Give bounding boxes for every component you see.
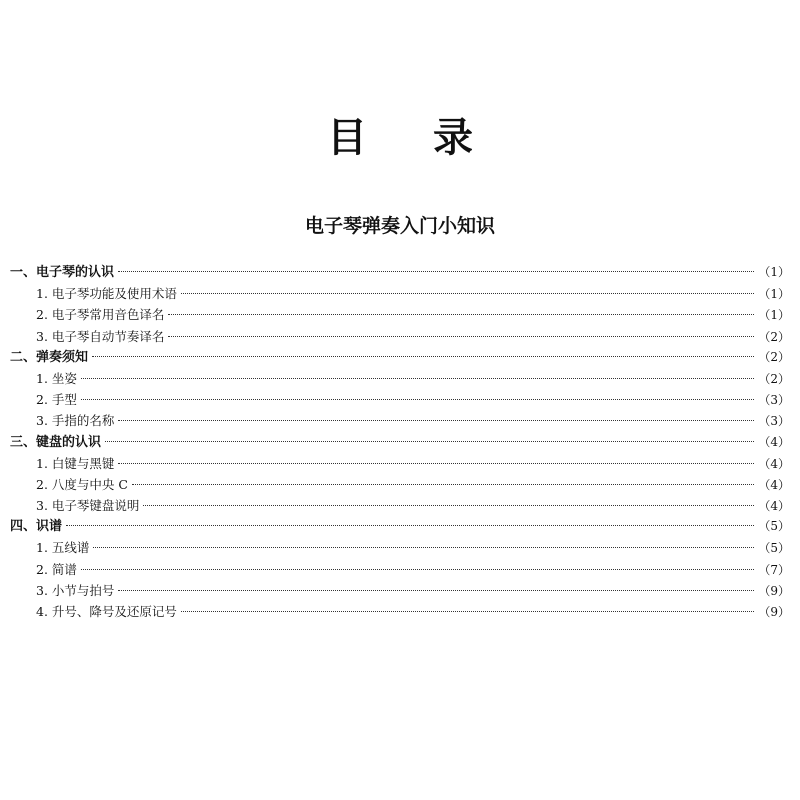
toc-section-entry[interactable] [10,580,790,601]
toc-dot-leader [181,293,754,294]
toc-entry-label: 4. 升号、降号及还原记号 [36,604,177,619]
toc-dot-leader [118,271,754,272]
toc-page-number: （9） [758,583,790,598]
toc-page-number: （5） [758,519,790,534]
toc-entry-label: 1. 五线谱 [36,540,90,556]
toc-entry-label: 2. 八度与中央 C [36,476,128,492]
toc-entry-label: 一、电子琴的认识 [10,265,115,280]
toc-page-number: （3） [758,414,790,429]
toc-section-entry[interactable] [10,474,790,495]
toc-page-number: （5） [758,541,790,556]
toc-section-entry[interactable] [10,368,790,389]
toc-section-entry[interactable] [10,326,790,347]
toc-entry-label: 3. 手指的名称 [36,413,115,429]
toc-dot-leader [81,378,754,379]
toc-page-number: （4） [758,434,790,449]
toc-section-entry[interactable] [10,304,790,325]
toc-entry-label: 2. 电子琴常用音色译名 [36,307,165,323]
section-title: 电子琴弹奏入门小知识 [304,215,495,237]
toc-entry-label: 二、弹奏须知 [10,349,89,365]
toc-entry-label: 2. 手型 [36,392,77,408]
toc-page-number: （9） [758,605,790,619]
toc-entry-label: 1. 坐姿 [36,370,77,386]
page-title: 目 录 [327,114,499,161]
toc-dot-leader [118,463,754,464]
toc-dot-leader [105,441,754,442]
toc-section-entry[interactable] [10,537,790,558]
toc-chapter-entry[interactable] [10,262,790,283]
toc-dot-leader [66,525,754,526]
toc-entry-label: 3. 电子琴自动节奏译名 [36,328,165,344]
toc-chapter-entry[interactable] [10,516,790,537]
toc-section-entry[interactable] [10,601,790,622]
toc-page-number: （4） [758,499,790,514]
toc-entry-label: 2. 简谱 [36,561,77,577]
toc-section-entry[interactable] [10,389,790,410]
toc-dot-leader [118,420,754,421]
toc-dot-leader [81,569,754,570]
toc-page-number: （1） [758,265,790,279]
toc-page-number: （7） [758,562,790,577]
toc-entry-label: 1. 电子琴功能及使用术语 [36,286,177,302]
toc-page-number: （2） [758,371,790,386]
toc-dot-leader [92,356,754,357]
toc-dot-leader [181,611,754,612]
table-of-contents [10,262,790,622]
toc-entry-label: 1. 白键与黑键 [36,455,115,471]
toc-dot-leader [93,547,754,548]
toc-page-number: （1） [758,308,790,323]
toc-chapter-entry[interactable] [10,347,790,368]
toc-page-number: （4） [758,477,790,492]
toc-entry-label: 3. 电子琴键盘说明 [36,498,140,514]
toc-section-entry[interactable] [10,495,790,516]
toc-dot-leader [168,336,754,337]
toc-section-entry[interactable] [10,559,790,580]
toc-chapter-entry[interactable] [10,432,790,453]
toc-entry-label: 三、键盘的认识 [10,434,102,450]
toc-entry-label: 四、识谱 [10,519,63,535]
toc-page-number: （1） [758,287,790,302]
toc-page-number: （3） [758,393,790,408]
toc-section-entry[interactable] [10,410,790,431]
toc-page-number: （2） [758,329,790,344]
toc-section-entry[interactable] [10,283,790,304]
toc-dot-leader [132,484,754,485]
toc-dot-leader [143,505,754,506]
toc-section-entry[interactable] [10,453,790,474]
toc-page-number: （4） [758,456,790,471]
toc-dot-leader [81,399,754,400]
toc-entry-label: 3. 小节与拍号 [36,582,115,598]
toc-dot-leader [168,314,754,315]
toc-page-number: （2） [758,349,790,364]
toc-dot-leader [118,590,754,591]
